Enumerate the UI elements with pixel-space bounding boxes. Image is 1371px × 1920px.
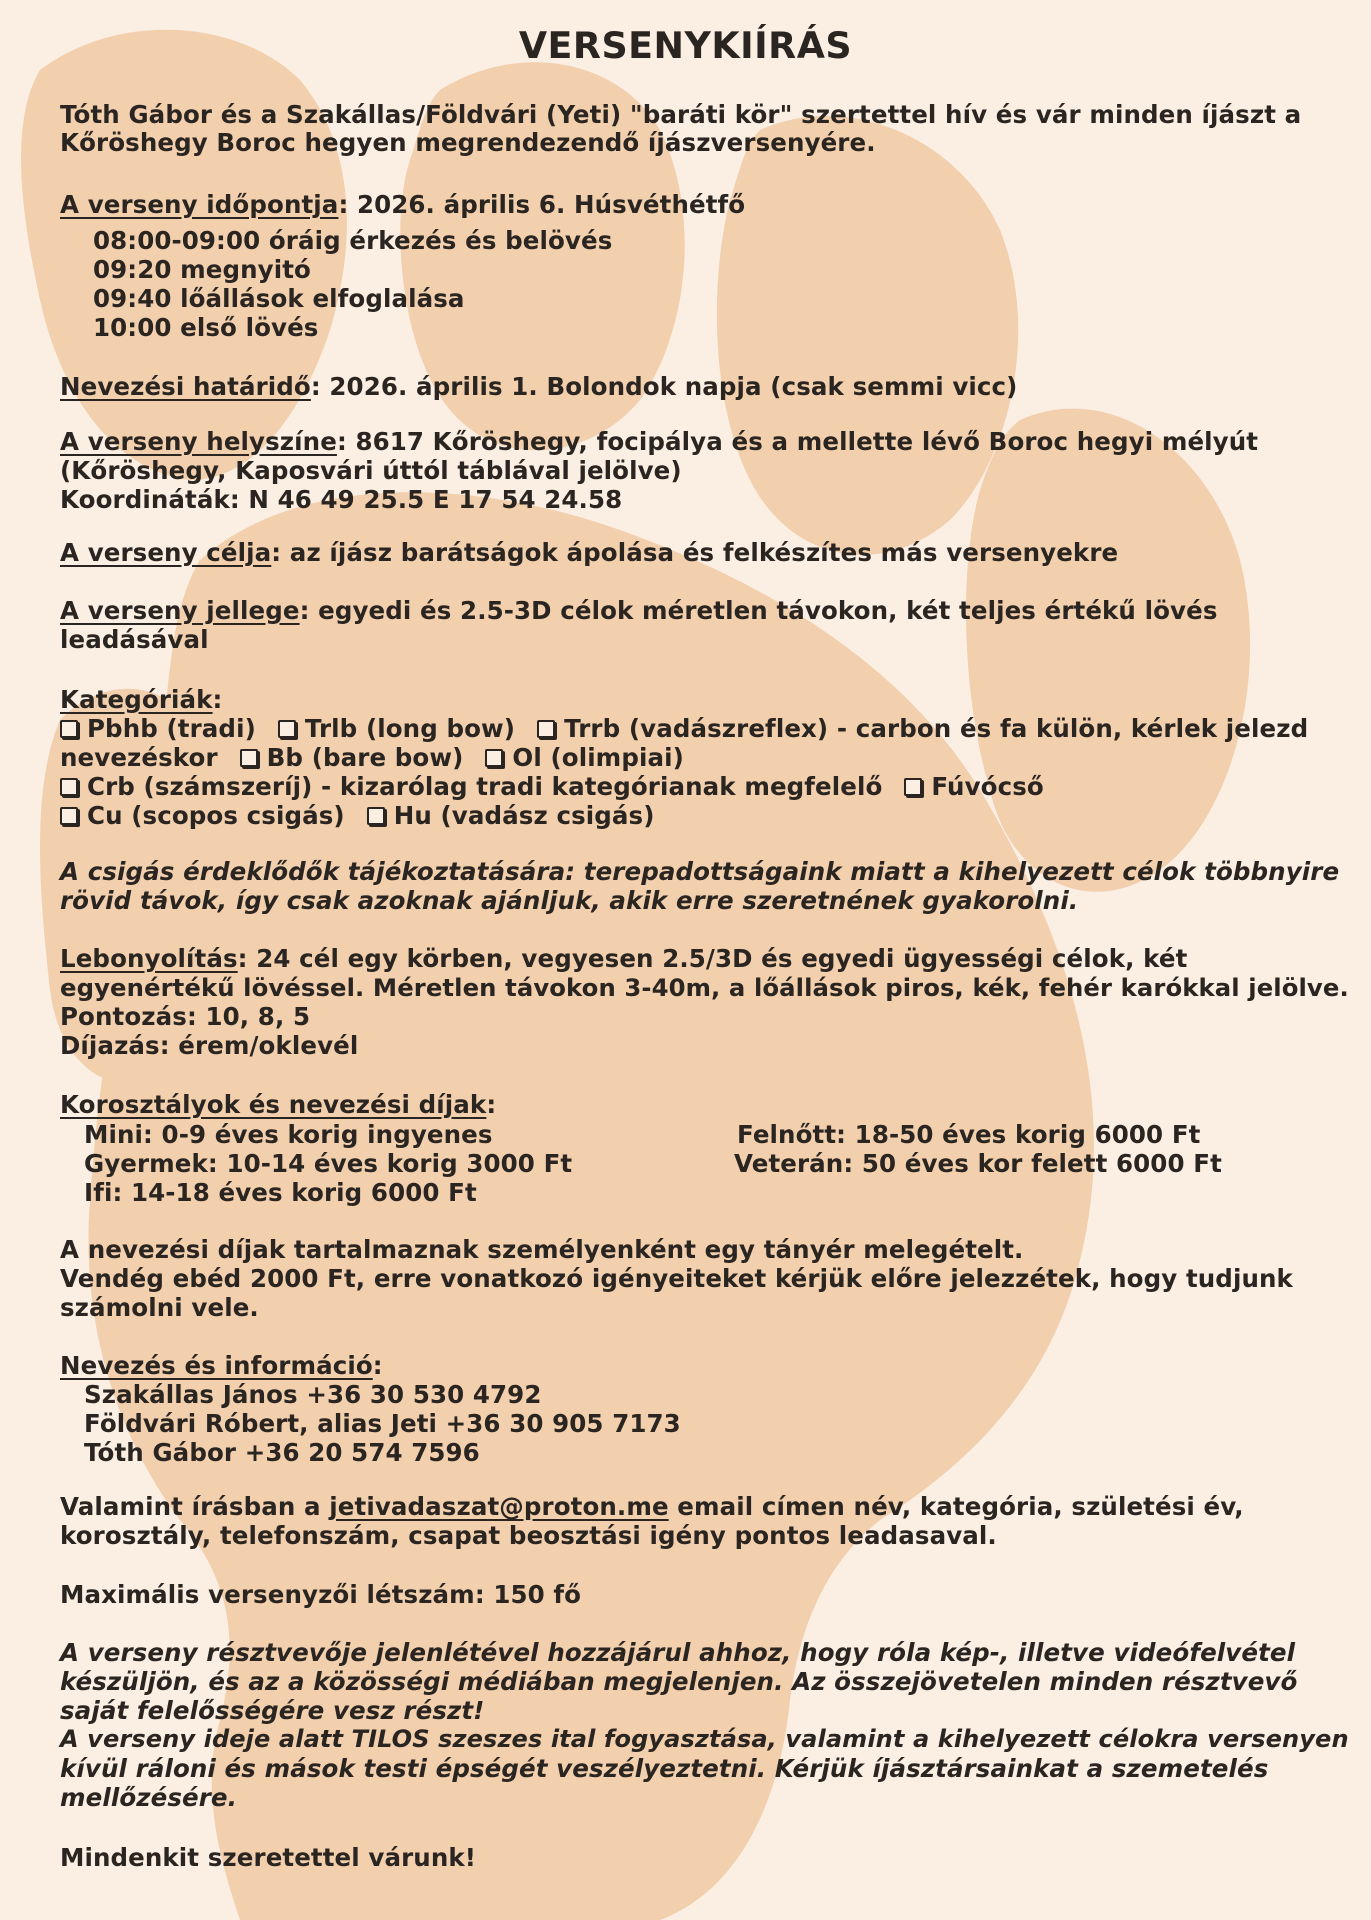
meal-line-2: Vendég ebéd 2000 Ft, erre vonatkozó igényeiteket kérjük előre jelezzétek, hogy tudjunk: [60, 1264, 1293, 1293]
checkbox-icon[interactable]: [537, 720, 555, 738]
location-value: : 8617 Kőröshegy, focipálya és a mellette lévő Boroc hegyi mélyút: [336, 427, 1259, 456]
location-label: A verseny helyszíne: [60, 427, 337, 456]
fee-right: Veterán: 50 éves kor felett 6000 Ft: [734, 1149, 1222, 1178]
meal-line-1: A nevezési díjak tartalmaznak személyenként egy tányér melegételt.: [60, 1235, 1024, 1264]
contact-person: Földvári Róbert, alias Jeti +36 30 905 7173: [84, 1409, 681, 1438]
contact-person: Szakállas János +36 30 530 4792: [84, 1380, 542, 1409]
contact-label: Nevezés és információ: [60, 1351, 373, 1380]
category-bb[interactable]: [240, 743, 464, 772]
location-line-2: (Kőröshegy, Kaposvári úttól táblával jelölve): [60, 456, 682, 485]
category-label: Hu (vadász csigás): [393, 801, 655, 830]
goal-value: : az íjász barátságok ápolása és felkészítes más versenyekre: [271, 538, 1119, 567]
conduct-row: [60, 944, 1187, 973]
disclaimer-line: A verseny résztvevője jelenlétével hozzájárul ahhoz, hogy róla kép-, illetve videófelvétel: [60, 1638, 1296, 1667]
written-prefix: Valamint írásban a: [60, 1492, 330, 1521]
conduct-value: : 24 cél egy körben, vegyesen 2.5/3D és egyedi ügyességi célok, két: [237, 944, 1188, 973]
intro-line-1: Tóth Gábor és a Szakállas/Földvári (Yeti) "baráti kör" szertettel hív és vár minden íjászt a: [60, 100, 1302, 129]
schedule-item: 09:20 megnyitó: [93, 255, 311, 284]
disclaimer-line: A verseny ideje alatt TILOS szeszes ital fogyasztása, valamint a kihelyezett célokra versenyen: [60, 1725, 1349, 1753]
location-coords: Koordináták: N 46 49 25.5 E 17 54 24.58: [60, 485, 623, 514]
contact-heading: [60, 1351, 383, 1380]
categories-colon: :: [212, 685, 223, 714]
category-label: Ol (olimpiai): [512, 743, 684, 772]
compound-note-line-2: rövid távok, így csak azoknak ajánljuk, akik erre szeretnének gyakorolni.: [60, 886, 1079, 915]
goal-label: A verseny célja: [60, 538, 272, 567]
disclaimer-line: mellőzésére.: [60, 1783, 238, 1812]
fee-left: Mini: 0-9 éves korig ingyenes: [84, 1120, 493, 1149]
category-pbhb[interactable]: [60, 714, 256, 743]
categories-row-1: [60, 714, 1308, 743]
category-label: Trrb (vadászreflex) - carbon és fa külön, kérlek jelezd: [564, 714, 1309, 743]
goal-row: [60, 538, 1118, 567]
categories-label: Kategóriák: [60, 685, 213, 714]
intro-line-2: Kőröshegy Boroc hegyen megrendezendő íjászversenyére.: [60, 128, 876, 157]
category-crb[interactable]: [60, 772, 882, 801]
meal-line-3: számolni vele.: [60, 1293, 259, 1322]
fees-label: Korosztályok és nevezési díjak: [60, 1090, 487, 1119]
category-ol[interactable]: [485, 743, 683, 772]
email-link[interactable]: jetivadaszat@proton.me: [329, 1492, 669, 1521]
disclaimer-line: készüljön, és az a közösségi médiában megjelenjen. Az összejövetelen minden résztvevő: [60, 1667, 1298, 1696]
written-line-2: korosztály, telefonszám, csapat beosztási igény pontos leadasaval.: [60, 1521, 997, 1550]
checkbox-icon[interactable]: [278, 720, 296, 738]
category-trlb[interactable]: [278, 714, 515, 743]
nature-value: : egyedi és 2.5-3D célok méretlen távokon, két teljes értékű lövés: [299, 596, 1218, 625]
written-row: [60, 1492, 1244, 1521]
fees-colon: :: [486, 1090, 497, 1119]
conduct-label: Lebonyolítás: [60, 944, 238, 973]
fee-left: Gyermek: 10-14 éves korig 3000 Ft: [84, 1149, 573, 1178]
categories-row-3: [60, 772, 1044, 801]
time-value: : 2026. április 6. Húsvéthétfő: [338, 190, 746, 219]
category-note: nevezéskor: [60, 743, 218, 772]
category-fuvocso[interactable]: [904, 772, 1043, 801]
categories-row-4: [60, 801, 655, 830]
contact-person: Tóth Gábor +36 20 574 7596: [84, 1438, 480, 1467]
contact-colon: :: [372, 1351, 383, 1380]
nature-label: A verseny jellege: [60, 596, 300, 625]
category-label: Pbhb (tradi): [87, 714, 256, 743]
schedule-item: 10:00 első lövés: [93, 313, 319, 342]
categories-heading: [60, 685, 222, 714]
nature-row: [60, 596, 1218, 625]
checkbox-icon[interactable]: [367, 807, 385, 825]
conduct-line-2: egyenértékű lövéssel. Méretlen távokon 3-40m, a lőállások piros, kék, fehér karókkal jelölve.: [60, 973, 1349, 1002]
deadline-row: [60, 372, 1017, 401]
category-label: Bb (bare bow): [266, 743, 464, 772]
checkbox-icon[interactable]: [60, 720, 78, 738]
checkbox-icon[interactable]: [60, 778, 78, 796]
location-row: [60, 427, 1258, 456]
checkbox-icon[interactable]: [60, 807, 78, 825]
closing-text: Mindenkit szeretettel várunk!: [60, 1843, 477, 1872]
compound-note-line-1: A csigás érdeklődők tájékoztatására: terepadottságaink miatt a kihelyezett célok többnyire: [60, 857, 1340, 886]
written-suffix: email címen név, kategória, születési év,: [668, 1492, 1244, 1521]
category-hu[interactable]: [367, 801, 655, 830]
category-label: Fúvócső: [931, 772, 1044, 801]
nature-line-2: leadásával: [60, 625, 209, 654]
deadline-label: Nevezési határidő: [60, 372, 311, 401]
time-row: [60, 190, 745, 219]
fee-left: Ifi: 14-18 éves korig 6000 Ft: [84, 1178, 477, 1207]
category-label: Trlb (long bow): [304, 714, 516, 743]
time-label: A verseny időpontja: [60, 190, 339, 219]
page-title: VERSENYKIÍRÁS: [518, 24, 853, 67]
fees-heading: [60, 1090, 496, 1119]
prizes: Díjazás: érem/oklevél: [60, 1031, 359, 1060]
disclaimer-line: kívül ráloni és mások testi épségét veszélyeztetni. Kérjük íjásztársainkat a szemetelés: [60, 1754, 1269, 1783]
deadline-value: : 2026. április 1. Bolondok napja (csak semmi vicc): [310, 372, 1018, 401]
category-trrb[interactable]: [537, 714, 1308, 743]
checkbox-icon[interactable]: [485, 749, 503, 767]
max-participants: Maximális versenyzői létszám: 150 fő: [60, 1580, 582, 1609]
schedule-item: 08:00-09:00 óráig érkezés és belövés: [93, 226, 613, 255]
disclaimer-line: saját felelősségére vesz részt!: [60, 1696, 485, 1725]
scoring: Pontozás: 10, 8, 5: [60, 1002, 311, 1031]
category-cu[interactable]: [60, 801, 345, 830]
categories-row-2: [60, 743, 684, 772]
checkbox-icon[interactable]: [904, 778, 922, 796]
category-label: Cu (scopos csigás): [87, 801, 345, 830]
fee-right: Felnőtt: 18-50 éves korig 6000 Ft: [737, 1120, 1201, 1149]
checkbox-icon[interactable]: [240, 749, 258, 767]
schedule-item: 09:40 lőállások elfoglalása: [93, 284, 465, 313]
category-label: Crb (számszeríj) - kizarólag tradi kategórianak megfelelő: [87, 772, 883, 801]
